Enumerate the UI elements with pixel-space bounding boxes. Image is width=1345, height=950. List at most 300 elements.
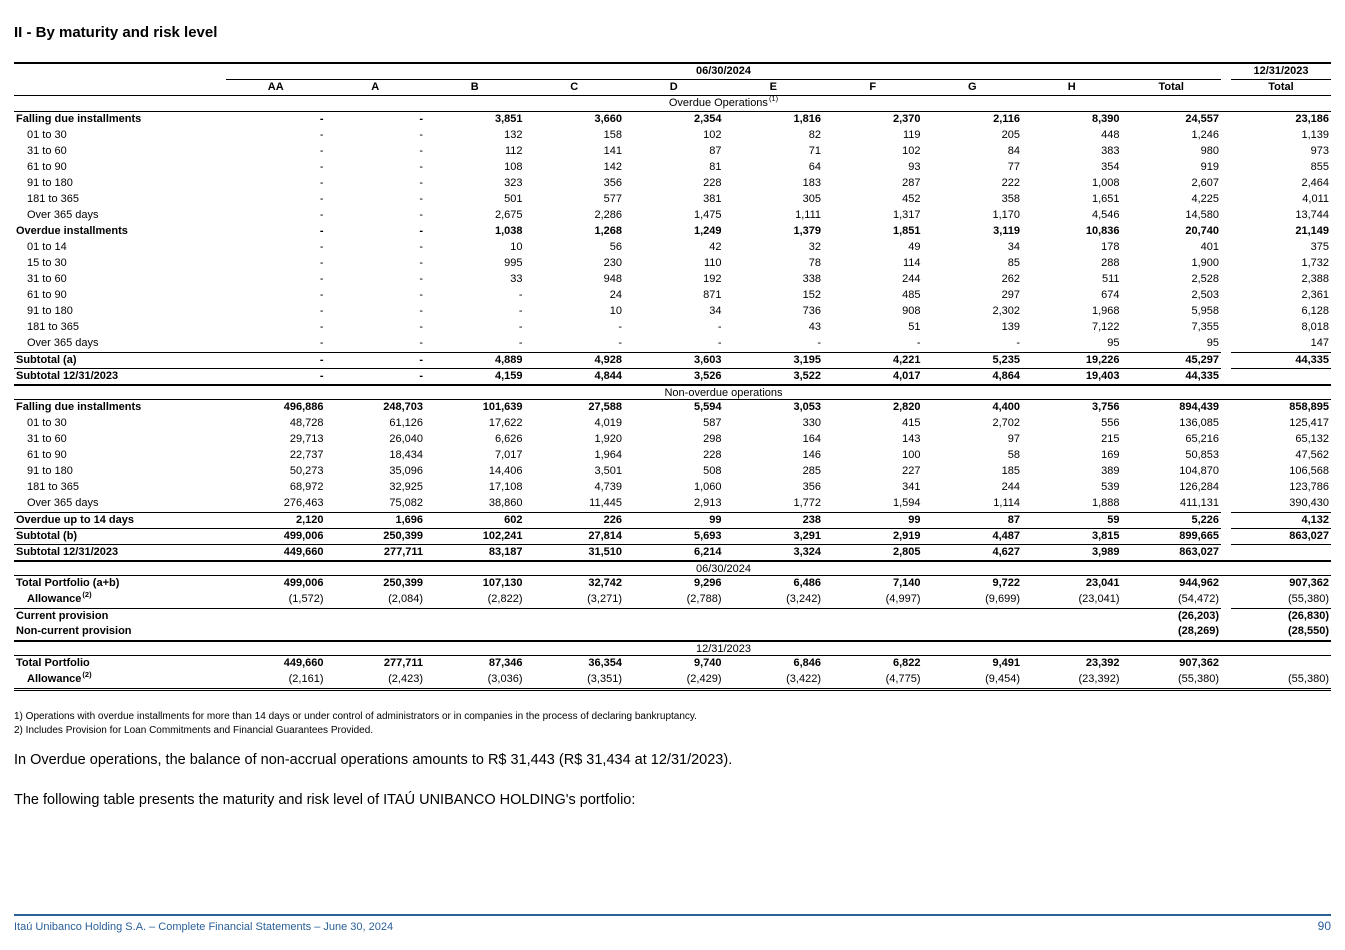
row-label: Subtotal 12/31/2023 [14, 544, 226, 560]
column-gap [1221, 176, 1231, 192]
cell-g: 297 [1001, 289, 1020, 301]
cell-d: 192 [703, 273, 722, 285]
cell-prior-total: 47,562 [1295, 449, 1329, 461]
cell-e: 338 [802, 273, 821, 285]
cell-f: 287 [902, 177, 921, 189]
table-row [14, 224, 1331, 240]
cell-d: 228 [703, 177, 722, 189]
cell-prior-total: 1,139 [1301, 129, 1329, 141]
cell-a: - [419, 177, 423, 189]
cell-h: 59 [1022, 512, 1122, 528]
cell-f: 114 [902, 257, 921, 269]
cell-prior-total: 863,027 [1231, 528, 1331, 544]
cell-prior-total: (26,830) [1231, 608, 1331, 624]
cell-e: 356 [802, 481, 821, 493]
cell-g: (9,699) [985, 593, 1020, 605]
cell-g: 2,302 [992, 305, 1020, 317]
cell-c: 11,445 [589, 497, 622, 509]
cell-a: - [419, 305, 423, 317]
column-gap [1221, 624, 1231, 640]
cell-d [624, 608, 724, 624]
cell-prior-total: 2,388 [1301, 273, 1329, 285]
table-row [14, 112, 1331, 128]
section-blank [14, 96, 226, 112]
cell-h: 1,651 [1091, 193, 1120, 205]
table-row [14, 304, 1331, 320]
cell-prior-total: 1,732 [1301, 257, 1329, 269]
section-title: Overdue Operations$^{(1)}$ [226, 96, 1221, 112]
row-label: 15 to 30 [27, 257, 67, 269]
cell-c: 27,588 [588, 401, 622, 413]
row-label: Allowance$^{(2)}$ [27, 590, 92, 605]
cell-d: 1,475 [693, 209, 722, 221]
table-row [14, 576, 1331, 592]
cell-e: 3,522 [724, 368, 824, 384]
row-label: Falling due installments [16, 113, 142, 125]
cell-total: 411,131 [1180, 497, 1219, 509]
cell-f [823, 608, 923, 624]
cell-total: 95 [1206, 337, 1219, 349]
cell-c: 31,510 [525, 544, 625, 560]
section-blank [14, 384, 226, 400]
column-gap [1221, 208, 1231, 224]
cell-a: 250,399 [383, 577, 423, 589]
cell-total: 919 [1200, 161, 1219, 173]
cell-g: 1,170 [992, 209, 1020, 221]
table-row [14, 288, 1331, 304]
cell-total: 44,335 [1122, 368, 1222, 384]
table-row [14, 240, 1331, 256]
cell-total: (28,269) [1178, 625, 1219, 637]
cell-b: 602 [425, 512, 525, 528]
cell-f: 1,594 [892, 497, 921, 509]
table-row [14, 176, 1331, 192]
section-blank-right [1231, 96, 1331, 112]
cell-g: 4,487 [923, 528, 1023, 544]
cell-a: 32,925 [389, 481, 423, 493]
cell-c: 226 [525, 512, 625, 528]
column-header-c: C [525, 80, 625, 96]
cell-total: (54,472) [1178, 593, 1219, 605]
section-header-row [14, 640, 1331, 656]
table-row [14, 512, 1331, 528]
column-header-e: E [724, 80, 824, 96]
cell-g: 84 [1007, 145, 1020, 157]
column-gap [1221, 128, 1231, 144]
row-label: Overdue installments [16, 225, 128, 237]
cell-g: 244 [1001, 481, 1020, 493]
cell-e: 305 [802, 193, 821, 205]
column-gap [1221, 112, 1231, 128]
cell-e: 146 [802, 449, 821, 461]
row-label: 181 to 365 [27, 193, 79, 205]
cell-c [525, 624, 625, 640]
cell-e: 3,324 [724, 544, 824, 560]
row-label: 91 to 180 [27, 465, 73, 477]
cell-c: 3,660 [594, 113, 622, 125]
cell-c [525, 608, 625, 624]
cell-c: 4,739 [594, 481, 622, 493]
cell-a: - [419, 161, 423, 173]
column-header-prior-total: Total [1231, 80, 1331, 96]
cell-e: 285 [802, 465, 821, 477]
cell-e: (3,242) [786, 593, 821, 605]
cell-a: 277,711 [383, 657, 423, 669]
cell-b: 6,626 [494, 433, 523, 445]
table-row [14, 320, 1331, 336]
cell-g: 2,702 [992, 417, 1020, 429]
cell-aa: 276,463 [283, 497, 324, 509]
cell-f: 6,822 [892, 657, 921, 669]
cell-total: (26,203) [1122, 608, 1222, 624]
cell-e: 238 [724, 512, 824, 528]
cell-h: 383 [1101, 145, 1120, 157]
cell-b: 2,675 [494, 209, 523, 221]
cell-aa: - [319, 209, 324, 221]
cell-aa: - [319, 337, 324, 349]
column-gap [1221, 160, 1231, 176]
cell-b: - [518, 337, 523, 349]
cell-a [326, 608, 426, 624]
cell-prior-total [1231, 656, 1331, 672]
cell-a [326, 624, 426, 640]
cell-d: 587 [703, 417, 722, 429]
cell-total: 899,665 [1122, 528, 1222, 544]
cell-prior-total: 907,362 [1289, 577, 1329, 589]
cell-c: 4,844 [525, 368, 625, 384]
cell-aa [226, 624, 326, 640]
cell-e: 183 [802, 177, 821, 189]
cell-f: 908 [902, 305, 921, 317]
cell-prior-total: 13,744 [1295, 209, 1329, 221]
table-period-header-row [14, 64, 1331, 80]
cell-aa: 449,660 [226, 544, 326, 560]
table-row [14, 272, 1331, 288]
cell-prior-total [1231, 544, 1331, 560]
cell-d: 42 [709, 241, 722, 253]
cell-a: - [326, 368, 426, 384]
cell-f: 2,919 [823, 528, 923, 544]
cell-c: 356 [603, 177, 622, 189]
row-label: Total Portfolio [16, 657, 90, 669]
table-row [14, 448, 1331, 464]
cell-e: 1,379 [793, 225, 821, 237]
cell-d: 2,913 [693, 497, 722, 509]
cell-prior-total: 6,128 [1301, 305, 1329, 317]
cell-h: 19,403 [1022, 368, 1122, 384]
cell-c: 4,928 [525, 352, 625, 368]
cell-total: 907,362 [1179, 657, 1219, 669]
cell-e: 152 [802, 289, 821, 301]
cell-c: 948 [603, 273, 622, 285]
cell-total: 126,284 [1179, 481, 1219, 493]
row-label: 61 to 90 [27, 289, 67, 301]
cell-h: 511 [1101, 273, 1120, 285]
page-footer [14, 914, 1331, 933]
section-header-row [14, 384, 1331, 400]
cell-e: 3,291 [724, 528, 824, 544]
cell-prior-total: 858,895 [1289, 401, 1329, 413]
cell-e: 43 [808, 321, 821, 333]
cell-f: 1,317 [892, 209, 921, 221]
cell-aa: - [319, 145, 324, 157]
cell-total: 20,740 [1185, 225, 1219, 237]
cell-b: 83,187 [425, 544, 525, 560]
cell-aa: 50,273 [289, 465, 324, 477]
cell-f: 2,370 [892, 113, 921, 125]
cell-a: - [419, 273, 423, 285]
cell-c: - [618, 337, 622, 349]
cell-prior-total: 106,568 [1289, 465, 1329, 477]
cell-e: 71 [808, 145, 821, 157]
cell-b: 38,860 [488, 497, 523, 509]
cell-d: 9,740 [693, 657, 722, 669]
cell-aa: 22,737 [289, 449, 324, 461]
cell-g: 58 [1007, 449, 1020, 461]
table-row [14, 672, 1331, 688]
column-gap [1221, 608, 1231, 624]
cell-h: 389 [1101, 465, 1120, 477]
column-gap [1221, 352, 1231, 368]
cell-d: 3,603 [624, 352, 724, 368]
cell-a: 248,703 [383, 401, 423, 413]
cell-prior-total: (28,550) [1288, 625, 1329, 637]
cell-h: 7,122 [1091, 321, 1120, 333]
section-title: Non-overdue operations [226, 384, 1221, 400]
row-label: 181 to 365 [27, 481, 79, 493]
cell-prior-total: 125,417 [1289, 417, 1329, 429]
row-label: 61 to 90 [27, 449, 67, 461]
row-label: 31 to 60 [27, 145, 67, 157]
period-header-current: 06/30/2024 [226, 64, 1221, 80]
cell-g: 1,114 [993, 497, 1020, 509]
column-header-blank [14, 80, 226, 96]
cell-total: 2,503 [1191, 289, 1219, 301]
cell-prior-total: 44,335 [1231, 352, 1331, 368]
cell-e: 1,816 [793, 113, 821, 125]
column-gap [1221, 576, 1231, 592]
cell-e [724, 624, 824, 640]
cell-a: - [419, 193, 423, 205]
cell-b: 4,159 [425, 368, 525, 384]
cell-d: (2,788) [686, 593, 722, 605]
cell-f: 51 [908, 321, 921, 333]
cell-d [624, 624, 724, 640]
cell-d: 2,354 [693, 113, 722, 125]
cell-g: 97 [1007, 433, 1020, 445]
table-row [14, 192, 1331, 208]
table-row [14, 624, 1331, 640]
cell-prior-total: 973 [1310, 145, 1329, 157]
cell-aa: - [319, 161, 324, 173]
cell-b: 101,639 [482, 401, 523, 413]
cell-g: 34 [1007, 241, 1020, 253]
cell-total: 45,297 [1122, 352, 1222, 368]
cell-e: 3,195 [724, 352, 824, 368]
cell-f: 244 [902, 273, 921, 285]
cell-g: 9,722 [992, 577, 1020, 589]
column-gap [1221, 544, 1231, 560]
cell-a: 61,126 [389, 417, 423, 429]
cell-a: 1,696 [326, 512, 426, 528]
cell-b: 33 [510, 273, 523, 285]
cell-g: 87 [923, 512, 1023, 528]
cell-g: 139 [1001, 321, 1020, 333]
table-row [14, 256, 1331, 272]
cell-f [823, 624, 923, 640]
cell-b: 501 [504, 193, 523, 205]
cell-h [1022, 624, 1122, 640]
table-row [14, 416, 1331, 432]
cell-b [425, 608, 525, 624]
cell-g: 85 [1007, 257, 1020, 269]
cell-a: - [419, 289, 423, 301]
table-row [14, 144, 1331, 160]
cell-prior-total: 4,132 [1231, 512, 1331, 528]
row-label: 01 to 30 [27, 417, 67, 429]
table-row [14, 400, 1331, 416]
cell-c: 24 [609, 289, 622, 301]
cell-b: 17,622 [488, 417, 523, 429]
cell-a: 250,399 [326, 528, 426, 544]
row-label: Subtotal (b) [14, 528, 226, 544]
cell-c: 1,920 [594, 433, 622, 445]
cell-aa [226, 608, 326, 624]
cell-f: 415 [902, 417, 921, 429]
column-gap [1221, 480, 1231, 496]
column-gap [1221, 288, 1231, 304]
cell-total: 14,580 [1185, 209, 1219, 221]
row-label: 01 to 30 [27, 129, 67, 141]
cell-c: 27,814 [525, 528, 625, 544]
cell-b: (2,822) [487, 593, 523, 605]
cell-d: (2,429) [686, 673, 722, 685]
cell-g: 205 [1001, 129, 1020, 141]
cell-d: 228 [703, 449, 722, 461]
cell-a: 26,040 [389, 433, 423, 445]
cell-d: - [717, 321, 722, 333]
row-label: Overdue up to 14 days [14, 512, 226, 528]
cell-prior-total: 2,361 [1301, 289, 1329, 301]
cell-h: 448 [1101, 129, 1120, 141]
cell-aa: - [319, 257, 324, 269]
cell-aa: (2,161) [288, 673, 324, 685]
cell-g: 262 [1001, 273, 1020, 285]
cell-g: 4,864 [923, 368, 1023, 384]
cell-g: 2,116 [993, 113, 1020, 125]
cell-d: 34 [709, 305, 722, 317]
cell-c: 1,268 [594, 225, 622, 237]
cell-aa: 496,886 [283, 401, 324, 413]
row-label: 31 to 60 [27, 433, 67, 445]
cell-prior-total: 375 [1310, 241, 1329, 253]
page-title: II - By maturity and risk level [14, 24, 218, 41]
table-row [14, 592, 1331, 608]
cell-prior-total: 21,149 [1295, 225, 1329, 237]
column-header-total: Total [1122, 80, 1222, 96]
cell-h: 1,008 [1091, 177, 1120, 189]
cell-prior-total [1231, 368, 1331, 384]
cell-aa: - [319, 241, 324, 253]
section-title: 12/31/2023 [226, 640, 1221, 656]
cell-e: 3,053 [793, 401, 821, 413]
cell-g: 3,119 [993, 225, 1020, 237]
table-row [14, 464, 1331, 480]
cell-h: 3,989 [1022, 544, 1122, 560]
page-number: 90 [1317, 919, 1331, 933]
cell-a: - [419, 129, 423, 141]
cell-f: 102 [902, 145, 921, 157]
cell-b: 112 [504, 145, 523, 157]
table-row [14, 608, 1331, 624]
cell-f: 341 [902, 481, 921, 493]
table-row [14, 528, 1331, 544]
cell-b: 14,406 [488, 465, 523, 477]
row-label: Over 365 days [27, 497, 99, 509]
cell-e [724, 608, 824, 624]
cell-h: 169 [1101, 449, 1120, 461]
row-label: Allowance$^{(2)}$ [27, 670, 92, 685]
cell-prior-total: (55,380) [1288, 673, 1329, 685]
footer-divider [14, 914, 1331, 916]
cell-b: 87,346 [488, 657, 523, 669]
cell-c: 158 [603, 129, 622, 141]
cell-b: - [518, 289, 523, 301]
cell-f: 143 [902, 433, 921, 445]
column-header-g: G [923, 80, 1023, 96]
cell-g: (9,454) [985, 673, 1020, 685]
cell-g: 4,400 [992, 401, 1020, 413]
paragraph-next-table-intro: The following table presents the maturity and risk level of ITAÚ UNIBANCO HOLDING's portfolio: [14, 792, 636, 808]
row-label: Subtotal (a) [14, 352, 226, 368]
cell-total: 104,870 [1179, 465, 1219, 477]
cell-h: 1,888 [1091, 497, 1120, 509]
row-label: Total Portfolio (a+b) [16, 577, 120, 589]
cell-e: - [817, 337, 821, 349]
cell-e: 1,111 [795, 209, 821, 221]
cell-h: 556 [1101, 417, 1120, 429]
cell-d: 87 [709, 145, 722, 157]
column-gap [1221, 144, 1231, 160]
cell-d: 102 [703, 129, 722, 141]
cell-a: 35,096 [389, 465, 423, 477]
cell-aa: 29,713 [289, 433, 324, 445]
cell-d: 1,060 [693, 481, 722, 493]
cell-g [923, 608, 1023, 624]
cell-b: 3,851 [494, 113, 523, 125]
row-label: Non-current provision [16, 625, 132, 637]
column-gap [1221, 448, 1231, 464]
cell-f: (4,775) [885, 673, 921, 685]
cell-d: 99 [624, 512, 724, 528]
cell-a: 75,082 [389, 497, 423, 509]
cell-f: 49 [908, 241, 921, 253]
cell-d: 871 [703, 289, 722, 301]
cell-a: - [419, 225, 423, 237]
column-gap [1221, 336, 1231, 352]
cell-h: (23,041) [1078, 593, 1120, 605]
section-blank [14, 640, 226, 656]
period-header-prior: 12/31/2023 [1231, 64, 1331, 80]
cell-d: 508 [703, 465, 722, 477]
cell-f: 99 [823, 512, 923, 528]
cell-e: 164 [802, 433, 821, 445]
footnote-1: 1) Operations with overdue installments for more than 14 days or under control of administrators or in companies in the process of declaring bankruptancy. [14, 711, 697, 722]
table-row [14, 208, 1331, 224]
cell-e: (3,422) [786, 673, 821, 685]
cell-a: - [326, 352, 426, 368]
cell-b: 10 [510, 241, 523, 253]
